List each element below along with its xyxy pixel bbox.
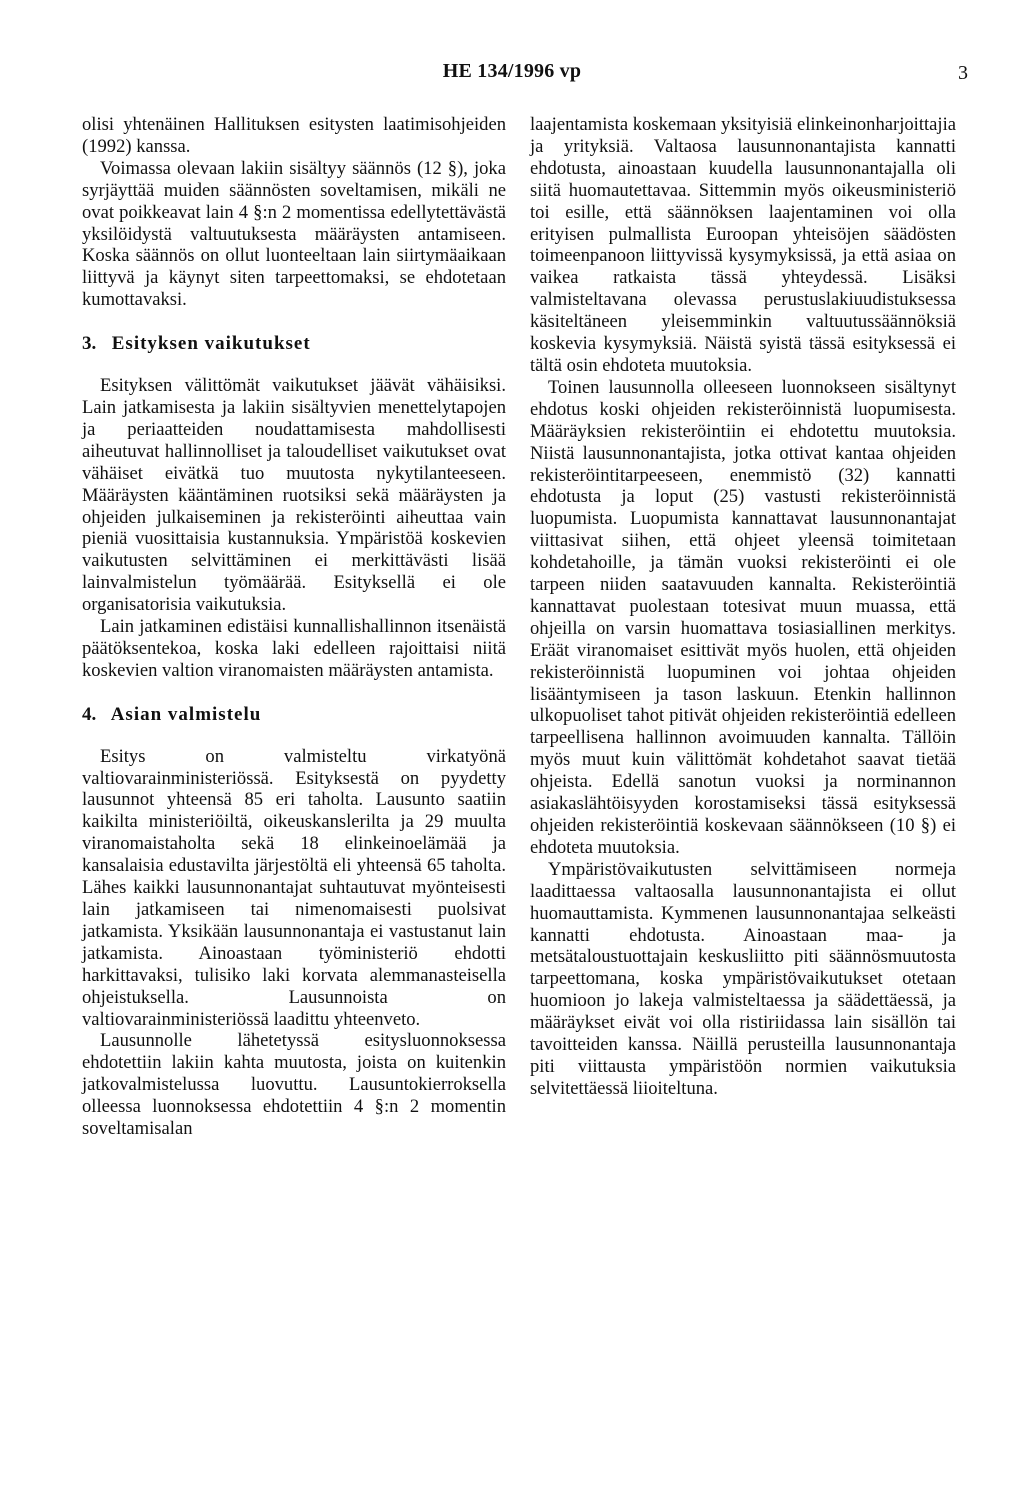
paragraph: Voimassa olevaan lakiin sisältyy säännös (12 §), joka syrjäyttää muiden säännösten soveltamisen, mikäli ne ovat poikkeavat lain 4 §:n 2 momentissa edellytettävästä yksilöidystä valtuutuksesta määräysten antamiseen. Koska säännös on ollut luonteeltaan lain siirtymäaikaan liittyvä ja käynyt siten tarpeettomaksi, se ehdotetaan kumottavaksi. (82, 157, 506, 311)
paragraph: Lausunnolle lähetetyssä esitysluonnoksessa ehdotettiin lakiin kahta muutosta, joista on kuitenkin jatkovalmistelussa luovuttu. Lausuntokierroksella olleessa luonnoksessa ehdotettiin 4 §:n 2 momentin soveltamisalan (82, 1030, 506, 1140)
section-title: Asian valmistelu (110, 703, 262, 725)
left-column (82, 114, 506, 1140)
right-column (530, 114, 956, 1100)
paragraph: laajentamista koskemaan yksityisiä elinkeinonharjoittajia ja yrityksiä. Valtaosa lausunnonantajista kannatti ehdotusta, ainoastaan kuudella lausunnonantajalla oli siitä huomautettavaa. Sittemmin myös oikeusministeriö toi esille, että säännöksen laajentaminen voi olla erityisen pulmallista Euroopan yhteisöjen säädösten toimeenpanoon liittyvissä kysymyksissä, ja että asiaa on vaikea ratkaista tässä yhteydessä. Lisäksi valmisteltavana olevassa perustuslakiuudistuksessa käsiteltäneen yleisemminkin valtuutussäännöksiä koskevia kysymyksiä. Näistä syistä tässä esityksessä ei tältä osin ehdoteta muutoksia. (530, 114, 956, 376)
paragraph: Toinen lausunnolla olleeseen luonnokseen sisältynyt ehdotus koski ohjeiden rekisteröinnistä luopumisesta. Määräyksien rekisteröintiin ei ehdotettu muutoksia. Niistä lausunnonantajista, jotka ottivat kantaa ohjeiden rekisteröintitarpeeseen, enemmistö (32) kannatti ehdotusta ja loput (25) vastusti rekisteröinnistä luopumista. Luopumista kannattavat lausunnonantajat viittasivat siihen, että ohjeet yleensä toimitetaan kohdetahoille, ja tämän vuoksi rekisteröinti ei ole tarpeen niiden saatavuuden kannalta. Rekisteröintiä kannattavat puolestaan totesivat muun muassa, että ohjeilla on varsin huomattava tosiasiallinen merkitys. Eräät viranomaiset esittivät myös huolen, että ohjeiden rekisteröinnistä luopuminen voi johtaa ohjeiden lisääntymiseen ja tason laskuun. Etenkin hallinnon ulkopuoliset tahot pitivät ohjeiden rekisteröintiä edelleen tarpeellisena hallinnon avoimuuden kannalta. Tällöin myös muut kuin välittömät kohdetahot saavat tietää ohjeista. Edellä sanotun vuoksi ja norminannon asiakaslähtöisyyden korostamiseksi tässä esityksessä ohjeiden rekisteröintiä koskevaan säännökseen (10 §) ei ehdoteta muutoksia. (530, 376, 956, 858)
section-heading-4 (82, 704, 506, 726)
section-title: Esityksen vaikutukset (111, 333, 311, 355)
paragraph: Ympäristövaikutusten selvittämiseen normeja laadittaessa valtaosalla lausunnonantajista ei ollut huomauttamista. Kymmenen lausunnonantajaa selkeästi kannatti ehdotusta. Ainoastaan maa- ja metsätaloustuottajain keskusliitto piti säännösmuutosta tarpeettomana, koska ympäristövaikutukset otetaan huomioon jo lakeja valmisteltaessa ja säädettäessä, ja määräykset eivät voi olla ristiriidassa lain sisällön tai tavoitteiden kanssa. Näillä perusteilla lausunnonantaja piti viittausta ympäristöön normien vaikutuksia selvitettäessä liioiteltuna. (530, 858, 956, 1099)
section-heading-3 (82, 333, 506, 355)
paragraph: Esitys on valmisteltu virkatyönä valtiovarainministeriössä. Esityksestä on pyydetty lausunnot yhteensä 85 eri taholta. Lausunto saatiin kaikilta ministeriöiltä, oikeuskanslerilta ja 29 muulta viranomaistaholta sekä 18 elinkeinoelämää ja kansalaisia edustavilta järjestöltä eli yhteensä 65 taholta. Lähes kaikki lausunnonantajat suhtautuvat myönteisesti lain jatkamiseen tai nimenomaisesti puolsivat jatkamista. Yksikään lausunnonantaja ei vastustanut lain jatkamista. Ainoastaan työministeriö ehdotti harkittavaksi, tulisiko laki korvata alemmanasteisella ohjeistuksella. Lausunnoista on valtiovarainministeriössä laadittu yhteenveto. (82, 745, 506, 1030)
document-id: HE 134/1996 vp (442, 60, 582, 82)
paragraph: olisi yhtenäinen Hallituksen esitysten laatimisohjeiden (1992) kanssa. (82, 114, 506, 157)
section-number: 3. (82, 333, 97, 355)
paragraph: Esityksen välittömät vaikutukset jäävät vähäisiksi. Lain jatkamisesta ja lakiin sisältyvien menettelytapojen ja periaatteiden noudattamisesta mahdollisesti aiheutuvat hallinnolliset ja taloudelliset vaikutukset ovat vähäiset eivätkä tuo muutosta nykytilanteeseen. Määräysten kääntäminen ruotsiksi sekä määräysten ja ohjeiden julkaiseminen ja rekisteröinti aiheuttaa vain pieniä vuosittaisia kustannuksia. Ympäristöä koskevien vaikutusten selvittäminen ei merkittävästi lisää lainvalmistelun työmäärää. Esityksellä ei ole organisatorisia vaikutuksia. (82, 375, 506, 616)
page-number: 3 (958, 62, 968, 84)
paragraph: Lain jatkaminen edistäisi kunnallishallinnon itsenäistä päätöksentekoa, koska laki edelleen rajoittaisi niitä koskevien valtion viranomaisten määräysten antamista. (82, 616, 506, 681)
section-number: 4. (82, 703, 97, 725)
